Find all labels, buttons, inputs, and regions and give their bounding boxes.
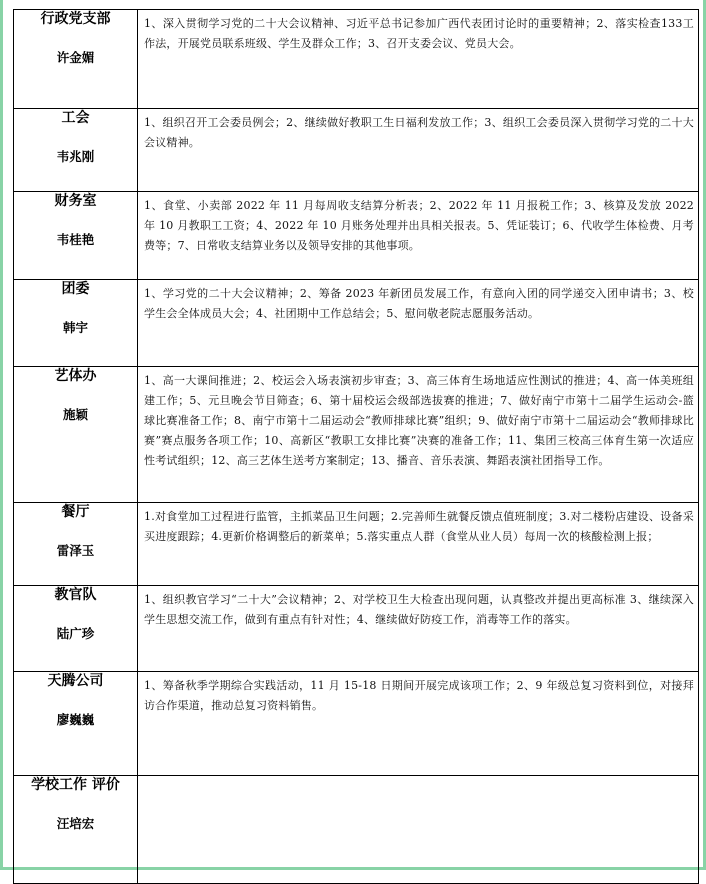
table-row-finance — [14, 192, 699, 280]
content-cell: 1、组织召开工会委员例会；2、继续做好教职工生日福利发放工作；3、组织工会委员深入贯彻学习党的二十大会议精神。 — [138, 109, 699, 192]
table-row-party-branch — [14, 10, 699, 109]
content-cell: 1、筹备秋季学期综合实践活动，11 月 15-18 日期间开展完成该项工作；2、9 年级总复习资料到位，对接拜访合作渠道，推动总复习资料销售。 — [138, 672, 699, 776]
content-cell: 1、深入贯彻学习党的二十大会议精神、习近平总书记参加广西代表团讨论时的重要精神；2、落实检查133工作法，开展党员联系班级、学生及群众工作；3、召开支委会议、党员大会。 — [138, 10, 699, 109]
content-cell: 1、食堂、小卖部 2022 年 11 月每周收支结算分析表；2、2022 年 11 月报税工作；3、核算及发放 2022 年 10 月教职工工资；4、2022 年 10 月账务处理并出具相关报表。5、凭证装订；6、代收学生体检费、月考费等；7、日常收支结算业务以及领导安排的其他事项。 — [138, 192, 699, 280]
dept-cell — [14, 109, 138, 192]
table-row-school-evaluation — [14, 776, 699, 884]
dept-cell — [14, 10, 138, 109]
content-cell — [138, 776, 699, 884]
content-cell: 1、高一大课间推进；2、校运会入场表演初步审查；3、高三体育生场地适应性测试的推进；4、高一体美班组建工作；5、元旦晚会节目筛查；6、第十届校运会级部选拔赛的推进；7、做好南宁市第十二届学生运动会-篮球比赛准备工作；8、南宁市第十二届运动会“教师排球比赛”组织；9、做好南宁市第十二届运动会“教师排球比赛”赛点服务各项工作；10、高新区“教职工女排比赛”决赛的准备工作；11、集团三校高三体育生第一次适应性考试组织；12、高三艺体生送考方案制定；13、播音、音乐表演、舞蹈表演社团指导工作。 — [138, 367, 699, 503]
dept-person: 韩宇 — [62, 320, 88, 335]
dept-person: 韦兆刚 — [56, 149, 95, 164]
table-row-youth-league — [14, 280, 699, 367]
dept-name: 团委 — [61, 281, 90, 297]
dept-person: 施颖 — [62, 407, 88, 422]
dept-name: 工会 — [61, 110, 90, 126]
dept-name: 餐厅 — [61, 504, 90, 520]
dept-cell — [14, 776, 138, 884]
table-row-arts-sports — [14, 367, 699, 503]
table-row-tianteng-company — [14, 672, 699, 776]
dept-name: 艺体办 — [54, 368, 97, 384]
dept-cell — [14, 192, 138, 280]
content-cell: 1、学习党的二十大会议精神；2、筹备 2023 年新团员发展工作，有意向入团的同学递交入团申请书；3、校学生会全体成员大会；4、社团期中工作总结会；5、慰问敬老院志愿服务活动。 — [138, 280, 699, 367]
dept-cell — [14, 367, 138, 503]
dept-person: 汪培宏 — [56, 816, 95, 831]
dept-person: 陆广珍 — [56, 626, 95, 641]
dept-name: 学校工作 评价 — [31, 777, 120, 793]
content-cell: 1、组织教官学习“二十大”会议精神；2、对学校卫生大检查出现问题，认真整改并提出更高标准 3、继续深入学生思想交流工作，做到有重点有针对性；4、继续做好防疫工作，消毒等工作的落实。 — [138, 586, 699, 672]
table-row-canteen — [14, 503, 699, 586]
dept-person: 许金媚 — [56, 50, 95, 65]
dept-person: 雷泽玉 — [56, 543, 95, 558]
dept-name: 教官队 — [54, 587, 97, 603]
work-report-table — [13, 9, 699, 884]
table-row-instructors — [14, 586, 699, 672]
table-row-union — [14, 109, 699, 192]
dept-name: 财务室 — [54, 193, 97, 209]
dept-name: 天腾公司 — [47, 673, 104, 689]
dept-person: 廖巍巍 — [56, 712, 95, 727]
dept-cell — [14, 586, 138, 672]
dept-cell — [14, 503, 138, 586]
content-cell: 1.对食堂加工过程进行监管，主抓菜品卫生问题；2.完善师生就餐反馈点值班制度；3.对二楼粉店建设、设备采买进度跟踪；4.更新价格调整后的新菜单；5.落实重点人群（食堂从业人员）每周一次的核酸检测上报； — [138, 503, 699, 586]
frame-left-border — [0, 0, 3, 870]
dept-person: 韦桂艳 — [56, 232, 95, 247]
dept-cell — [14, 672, 138, 776]
dept-cell — [14, 280, 138, 367]
dept-name: 行政党支部 — [40, 11, 111, 27]
